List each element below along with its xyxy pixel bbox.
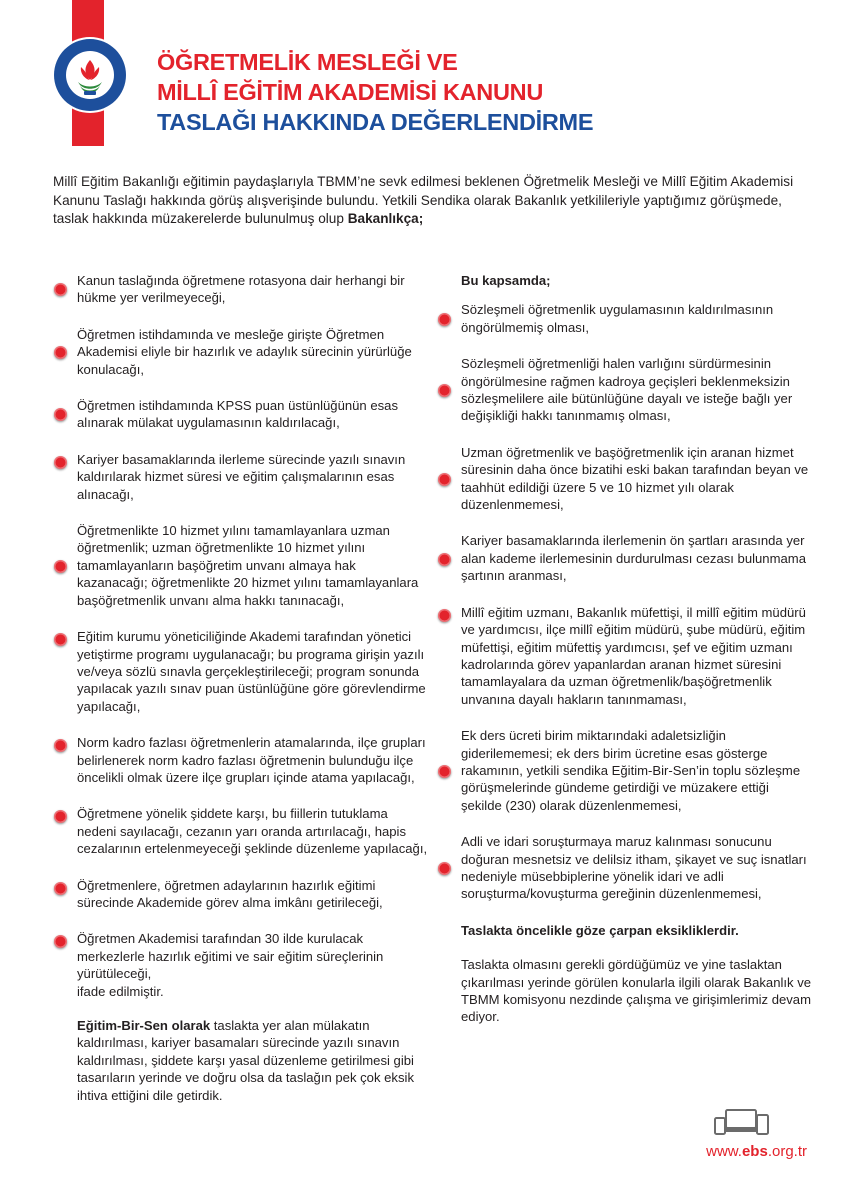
final-bold: Eğitim-Bir-Sen olarak (77, 1018, 211, 1033)
bullet-icon (54, 739, 67, 752)
url-suffix: .org.tr (767, 1143, 807, 1160)
website-link[interactable] (706, 1143, 807, 1160)
bullet-icon (438, 609, 451, 622)
url-prefix: www. (706, 1143, 742, 1160)
title-line-3: TASLAĞI HAKKINDA DEĞERLENDİRME (157, 109, 594, 135)
bullet-icon (438, 553, 451, 566)
closing-line: ifade edilmiştir. (77, 983, 164, 999)
list-item-text: Öğretmen istihdamında KPSS puan üstünlüğünün esas alınarak mülakat uygulamasının kaldırılacağı, (77, 398, 399, 431)
list-item (438, 532, 813, 584)
right-closing-paragraph: Taslakta olmasını gerekli gördüğümüz ve yine taslaktan çıkarılması yerinde görülen konularla ilgili olarak Bakanlık ve TBMM komisyonu nezdinde çalışma ve girişimlerimiz devam ediyor. (461, 957, 812, 1025)
list-item (54, 397, 429, 432)
list-item-text: Uzman öğretmenlik ve başöğretmenlik için aranan hizmet süresinin daha önce bizatihi eski bakan tarafından beyan ve taahhüt edildiği üzere 5 ve 10 hizmet yılı olarak düzenlenmemesi, (461, 444, 809, 513)
list-item-text: Kariyer basamaklarında ilerleme sürecinde yazılı sınavın kaldırılarak hizmet süresi ve eğitim çalışmalarının esas alınacağı, (77, 451, 406, 502)
list-item (438, 301, 813, 336)
list-item (54, 628, 429, 715)
list-item (54, 451, 429, 503)
list-item (54, 272, 429, 307)
title-line-2: MİLLÎ EĞİTİM AKADEMİSİ KANUNU (157, 79, 543, 105)
list-item-text: Öğretmenlere, öğretmen adaylarının hazırlık eğitimi sürecinde Akademide görev alma imkânı getirileceği, (77, 877, 383, 910)
bullet-icon (438, 384, 451, 397)
list-item-text: Norm kadro fazlası öğretmenlerin atamalarında, ilçe grupları belirlenerek norm kadro fazlası öğretmenin bulunduğu ilçe öncelikli olmak üzere ilçe grupları içinde atama yapılacağı, (77, 735, 426, 785)
url-domain: ebs (741, 1143, 768, 1160)
intro-text: Millî Eğitim Bakanlığı eğitimin paydaşlarıyla TBMM’ne sevk edilmesi beklenen Öğretmelik Mesleği ve Millî Eğitim Akademisi Kanunu Taslağı hakkında görüş alışverişinde bulundu. Yetkili Sendika olarak Bakanlık yetkilileriyle yaptığımız görüşmede, taslak hakkında müzakerelerde bulunulmuş olup (53, 174, 794, 226)
list-item (438, 833, 813, 903)
final-paragraph (54, 1017, 429, 1104)
list-item (438, 727, 813, 814)
list-item (54, 930, 429, 982)
list-item-text: Millî eğitim uzmanı, Bakanlık müfettişi, il millî eğitim müdürü ve yardımcısı, ilçe millî eğitim müdürü, şube müdürü, eğitim müfettişi, eğitim müfettiş yardımcısı, şef ve eğitim uzmanı kadrolarında görev yapanlardan aranan hizmet süresini tamamlayalara da uzman öğretmenlik/başöğretmenlik unvanına dayalı hakların tanınmaması, (461, 604, 806, 707)
list-item (438, 444, 813, 514)
bullet-icon (54, 408, 67, 421)
bullet-icon (438, 473, 451, 486)
list-item (54, 522, 429, 609)
devices-icon (714, 1109, 769, 1137)
list-item-text: Adli ve idari soruşturmaya maruz kalınması sonucunu doğuran mesnetsiz ve delilsiz itham, şikayet ve suç isnatları nedeniyle müsebbiplerine yönelik idari ve adli soruşturma/kovuşturma gereğinin düzenlenmemesi, (461, 834, 807, 902)
list-item (438, 355, 813, 425)
title-line-1: ÖĞRETMELİK MESLEĞİ VE (157, 49, 458, 75)
bullet-icon (54, 346, 67, 359)
list-item-text: Ek ders ücreti birim miktarındaki adaletsizliğin giderilememesi; ek ders birim ücretine esas gösterge rakamının, yetkili sendika Eğitim-Bir-Sen’in toplu sözleşme görüşmelerinde gündeme getirdiği ve müzakere ettiği şekilde (230) olarak düzenlenmemesi, (461, 728, 801, 813)
list-item-text: Öğretmenlikte 10 hizmet yılını tamamlayanlara uzman öğretmenlik; uzman öğretmenlikte 10 hizmet yılını tamamlayanların başöğretim unvanı almaya hak kazanacağı; öğretmenlikte 20 hizmet yılını tamamlayanlara başöğretmenlik unvanı alma hakkı tanınacağı, (77, 523, 419, 608)
right-heading: Bu kapsamda; (461, 273, 551, 288)
page-title (157, 47, 593, 137)
summary-line (438, 922, 813, 939)
bullet-icon (438, 313, 451, 326)
list-item-text: Eğitim kurumu yöneticiliğinde Akademi tarafından yönetici yetiştirme programı uygulanacağı; bu programa girişin yazılı ve/veya sözlü sınavla gerçekleştirileceği; program sonunda yapılacak yazılı sınav puan üstünlüğüne göre görevlendirme yapılacağı, (77, 629, 426, 714)
list-item (54, 326, 429, 378)
summary-bold: Taslakta öncelikle göze çarpan eksikliklerdir. (461, 922, 739, 938)
list-item-text: Kanun taslağında öğretmene rotasyona dair herhangi bir hükme yer verilmeyeceği, (77, 273, 405, 306)
bullet-icon (54, 283, 67, 296)
list-item-text: Kariyer basamaklarında ilerlemenin ön şartları arasında yer alan kademe ilerlemesinin durdurulması cezası bulunmama şartının aranması, (461, 533, 806, 584)
list-item (438, 604, 813, 708)
list-item-text: Öğretmen istihdamında ve mesleğe girişte Öğretmen Akademisi eliyle bir hazırlık ve adaylık sürecinin yürürlüğe konulacağı, (77, 326, 412, 377)
bullet-icon (54, 456, 67, 469)
list-item (54, 734, 429, 786)
left-column (54, 272, 429, 1104)
intro-bold: Bakanlıkça; (347, 211, 424, 226)
eğitim-bir-sen-logo (51, 36, 129, 114)
list-item-text: Sözleşmeli öğretmenliği halen varlığını sürdürmesinin öngörülmesine rağmen kadroya geçişleri beklenmeksizin sözleşmelilere aile bütünlüğüne dayalı ve isteğe bağlı yer değişikliği hakkı tanınmamış olması, (461, 356, 793, 424)
bullet-icon (438, 765, 451, 778)
list-item-text: Sözleşmeli öğretmenlik uygulamasının kaldırılmasının öngörülmemiş olması, (461, 302, 774, 335)
list-item (54, 877, 429, 912)
list-item-text: Öğretmene yönelik şiddete karşı, bu fiillerin tutuklama nedeni sayılacağı, cezanın yarı oranda artırılacağı, hapis cezalarının ertelenmeyeceği şeklinde düzenleme yapılacağı, (77, 806, 428, 857)
bullet-icon (54, 633, 67, 646)
bullet-icon (54, 935, 67, 948)
intro-paragraph (53, 173, 813, 229)
bullet-icon (54, 810, 67, 823)
bullet-icon (54, 882, 67, 895)
list-item (54, 805, 429, 857)
right-column (438, 272, 813, 1043)
final-text: taslakta yer alan mülakatın kaldırılması, kariyer basamaları sürecinde yazılı sınavın kaldırılması, şiddete karşı yasal düzenleme getirilmesi gibi tasarıların yerinde ve doğru olsa da taslağın pek çok eksik ihtiva ettiğini dile getirdik. (77, 1018, 414, 1103)
bullet-icon (54, 560, 67, 573)
bullet-icon (438, 862, 451, 875)
logo-emblem-icon (51, 36, 129, 114)
list-item-text: Öğretmen Akademisi tarafından 30 ilde kurulacak merkezlerle hazırlık eğitimi ve sair eğitim süreçlerinin yürütüleceği, (77, 931, 384, 982)
